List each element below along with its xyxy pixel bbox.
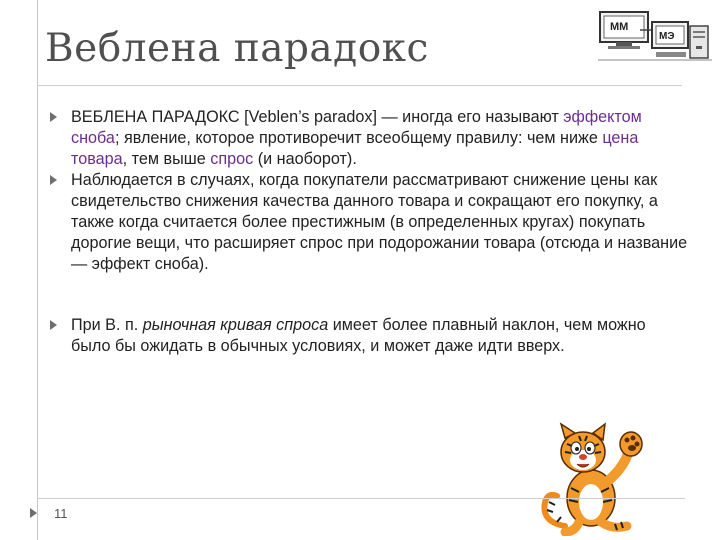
tiger-mascot-image [535,418,657,536]
bullet-demand-curve [48,315,688,357]
demand-curve-intro-text: При В. п. [71,316,143,334]
page-number: 11 [54,506,68,521]
snob-effect-highlight: эффектом сноба [71,108,642,147]
bullet-arrow-icon [50,320,57,330]
definition-middle-text: ; явление, которое противоречит всеобщему правилу: чем ниже [114,129,603,147]
bullet-observed-cases [48,170,688,275]
footer-divider [37,498,685,499]
price-highlight: цена товара [71,129,639,168]
market-demand-curve-italic: рыночная кривая спроса [142,316,329,334]
bullet-definition [48,107,688,170]
definition-connector-text: , тем выше [122,150,211,168]
demand-highlight: спрос [210,150,254,168]
left-vertical-rule [37,0,38,540]
mmme-computer-logo [596,8,714,64]
svg-text:MM: MM [610,21,629,33]
definition-term-text: ВЕБЛЕНА ПАРАДОКС [Veblen’s paradox] — иногда его называют [71,108,564,126]
svg-text:МЭ: МЭ [659,31,675,42]
demand-curve-rest-text: имеет более плавный наклон, чем можно было бы ожидать в обычных условиях, и может даже идти вверх. [71,316,646,355]
bullet-arrow-icon [50,175,57,185]
title-divider [37,85,682,86]
definition-end-text: (и наоборот). [253,150,357,168]
observed-cases-text: Наблюдается в случаях, когда покупатели рассматривают снижение цены как свидетельство снижения качества данного товара и сокращают его покупку, а также когда считается более престижным (в определенных кругах) покупать дорогие вещи, что расширяет спрос при подорожании товара (отсюда и название — эффект сноба). [71,171,688,273]
bullet-list [48,107,688,357]
page-number-arrow-icon [30,508,37,518]
bullet-arrow-icon [50,112,57,122]
slide-title: Веблена парадокс [45,26,429,71]
